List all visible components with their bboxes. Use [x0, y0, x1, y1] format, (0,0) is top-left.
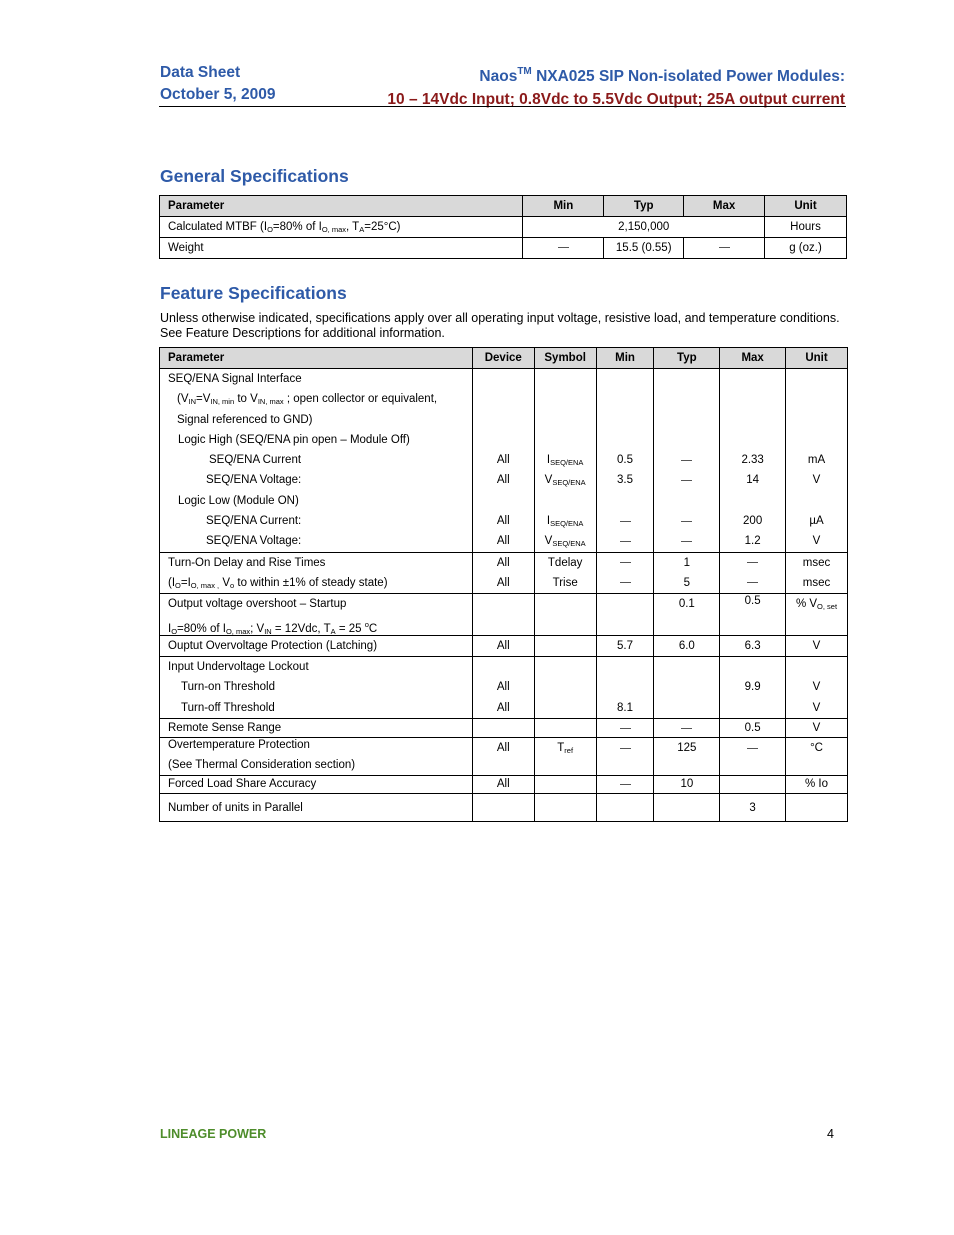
- weight-typ: 15.5 (0.55): [604, 238, 684, 259]
- doc-type: Data Sheet: [160, 64, 241, 81]
- parallel-typ: [654, 794, 720, 822]
- header-rule: [159, 106, 846, 107]
- page-number: 4: [827, 1127, 834, 1141]
- table-header-row: [160, 348, 848, 369]
- dash-mark: [620, 521, 631, 522]
- otp-symbol: $T_{ref}$: [534, 738, 596, 776]
- dash-mark: [620, 562, 631, 563]
- share-param: Forced Load Share Accuracy: [160, 776, 473, 794]
- dash-mark: [620, 582, 631, 583]
- remote-min: [596, 719, 654, 738]
- table-row: [160, 794, 848, 822]
- seq-typ: [654, 369, 720, 553]
- table-header-row: [160, 196, 847, 217]
- remote-max: 0.5: [720, 719, 786, 738]
- ovp-typ: 6.0: [654, 635, 720, 656]
- dash-mark: [681, 480, 692, 481]
- turnon-min: [596, 552, 654, 594]
- ovp-device: All: [472, 635, 534, 656]
- trademark-mark: TM: [517, 66, 532, 77]
- overshoot-symbol: [534, 594, 596, 636]
- share-symbol: [534, 776, 596, 794]
- col-symbol: Symbol: [534, 348, 596, 369]
- turnon-symbol: Tdelay Trise: [534, 552, 596, 594]
- parallel-unit: [786, 794, 848, 822]
- ovp-unit: V: [786, 635, 848, 656]
- footer-brand: LINEAGE POWER: [160, 1127, 267, 1141]
- overshoot-typ: 0.1: [654, 594, 720, 636]
- parallel-max: 3: [720, 794, 786, 822]
- share-device: All: [472, 776, 534, 794]
- dash-mark: [681, 521, 692, 522]
- dash-mark: [719, 247, 730, 248]
- dash-mark: [620, 748, 631, 749]
- overshoot-min: [596, 594, 654, 636]
- col-max: Max: [720, 348, 786, 369]
- share-unit: % Io: [786, 776, 848, 794]
- overshoot-unit: % $V_{O, set}$: [786, 594, 848, 636]
- turnon-unit: msec msec: [786, 552, 848, 594]
- product-subtitle: 10 – 14Vdc Input; 0.8Vdc to 5.5Vdc Output; 25A output current: [387, 91, 845, 108]
- remote-device: [472, 719, 534, 738]
- dash-mark: [620, 784, 631, 785]
- uvlo-unit: V V: [786, 657, 848, 719]
- ovp-max: 6.3: [720, 635, 786, 656]
- feature-spec-intro: Unless otherwise indicated, specifications apply over all operating input voltage, resistive load, and temperature conditions. See Feature Descriptions for additional information.: [160, 311, 840, 340]
- ovp-param: Ouptut Overvoltage Protection (Latching): [160, 635, 473, 656]
- header-right: [387, 60, 845, 111]
- dash-mark: [681, 460, 692, 461]
- table-row: [160, 719, 848, 738]
- table-row: [160, 635, 848, 656]
- general-spec-table: [159, 195, 847, 259]
- weight-param: Weight: [160, 238, 523, 259]
- doc-date: October 5, 2009: [160, 86, 276, 103]
- ovp-min: 5.7: [596, 635, 654, 656]
- dash-mark: [747, 562, 758, 563]
- table-row: [160, 238, 847, 259]
- dash-mark: [620, 728, 631, 729]
- col-unit: Unit: [765, 196, 847, 217]
- otp-max: [720, 738, 786, 776]
- otp-min: [596, 738, 654, 776]
- col-parameter: Parameter: [160, 348, 473, 369]
- turnon-param: Turn-On Delay and Rise Times ($I_O=I_{O, max ,}$ $V_o$ to within ±1% of steady state): [160, 552, 473, 594]
- share-max: [720, 776, 786, 794]
- mtbf-param: Calculated MTBF ($I_O=80\%$ of $I_{O, max}$, $T_A=25^\circ C$): [160, 217, 523, 238]
- remote-unit: V: [786, 719, 848, 738]
- remote-typ: [654, 719, 720, 738]
- turnon-typ: 1 5: [654, 552, 720, 594]
- otp-device: All: [472, 738, 534, 776]
- mtbf-typ: 2,150,000: [523, 217, 765, 238]
- uvlo-symbol: [534, 657, 596, 719]
- table-row: [160, 594, 848, 636]
- seq-min: 0.5 3.5: [596, 369, 654, 553]
- col-typ: Typ: [604, 196, 684, 217]
- weight-min: [523, 238, 604, 259]
- table-row: [160, 657, 848, 719]
- seq-unit: mA V µA V: [786, 369, 848, 553]
- uvlo-device: All All: [472, 657, 534, 719]
- otp-param: Overtemperature Protection (See Thermal Consideration section): [160, 738, 473, 776]
- product-title: Naos™ NXA025 SIP Non-isolated Power Modules:: [479, 66, 845, 85]
- remote-symbol: [534, 719, 596, 738]
- dash-mark: [681, 541, 692, 542]
- dash-mark: [558, 247, 569, 248]
- uvlo-min: 8.1: [596, 657, 654, 719]
- share-typ: 10: [654, 776, 720, 794]
- parallel-param: Number of units in Parallel: [160, 794, 473, 822]
- uvlo-param: Input Undervoltage Lockout Turn-on Threshold Turn-off Threshold: [160, 657, 473, 719]
- col-min: Min: [523, 196, 604, 217]
- table-row: [160, 552, 848, 594]
- feature-spec-table: [159, 347, 848, 822]
- uvlo-max: 9.9: [720, 657, 786, 719]
- col-parameter: Parameter: [160, 196, 523, 217]
- dash-mark: [747, 748, 758, 749]
- overshoot-param: Output voltage overshoot – Startup $I_O=80\%$ of $I_{O, max}$; $V_{IN} = 12Vdc$, $T_A = 25$ $^o$C: [160, 594, 473, 636]
- weight-unit: g (oz.): [765, 238, 847, 259]
- seq-max: 2.33 14 200 1.2: [720, 369, 786, 553]
- parallel-device: [472, 794, 534, 822]
- header-left: [160, 62, 275, 106]
- uvlo-typ: [654, 657, 720, 719]
- otp-typ: 125: [654, 738, 720, 776]
- general-spec-title: General Specifications: [160, 166, 349, 186]
- seq-param: SEQ/ENA Signal Interface ($V_{IN}=V_{IN, min}$ to $V_{IN, max}$ ; open collector or equivalent, Signal referenced to GND) Logic High (SEQ/ENA pin open – Module Off) SEQ/ENA Current SEQ/ENA Voltage: Logic Low (Module ON) SEQ/ENA Current: SEQ/ENA Voltage:: [160, 369, 473, 553]
- share-min: [596, 776, 654, 794]
- seq-device: All All All All: [472, 369, 534, 553]
- mtbf-unit: Hours: [765, 217, 847, 238]
- weight-max: [684, 238, 765, 259]
- parallel-symbol: [534, 794, 596, 822]
- otp-unit: °C: [786, 738, 848, 776]
- overshoot-max: 0.5: [720, 594, 786, 636]
- remote-param: Remote Sense Range: [160, 719, 473, 738]
- table-row: [160, 738, 848, 776]
- col-min: Min: [596, 348, 654, 369]
- dash-mark: [747, 582, 758, 583]
- feature-spec-title: Feature Specifications: [160, 283, 347, 303]
- overshoot-device: [472, 594, 534, 636]
- col-max: Max: [684, 196, 765, 217]
- turnon-max: [720, 552, 786, 594]
- table-row: [160, 776, 848, 794]
- dash-mark: [620, 541, 631, 542]
- col-device: Device: [472, 348, 534, 369]
- col-unit: Unit: [786, 348, 848, 369]
- seq-symbol: $I_{SEQ/ENA}$ $V_{SEQ/ENA}$ $I_{SEQ/ENA}$ $V_{SEQ/ENA}$: [534, 369, 596, 553]
- parallel-min: [596, 794, 654, 822]
- table-row: [160, 369, 848, 553]
- table-row: [160, 217, 847, 238]
- col-typ: Typ: [654, 348, 720, 369]
- turnon-device: All All: [472, 552, 534, 594]
- dash-mark: [681, 728, 692, 729]
- ovp-symbol: [534, 635, 596, 656]
